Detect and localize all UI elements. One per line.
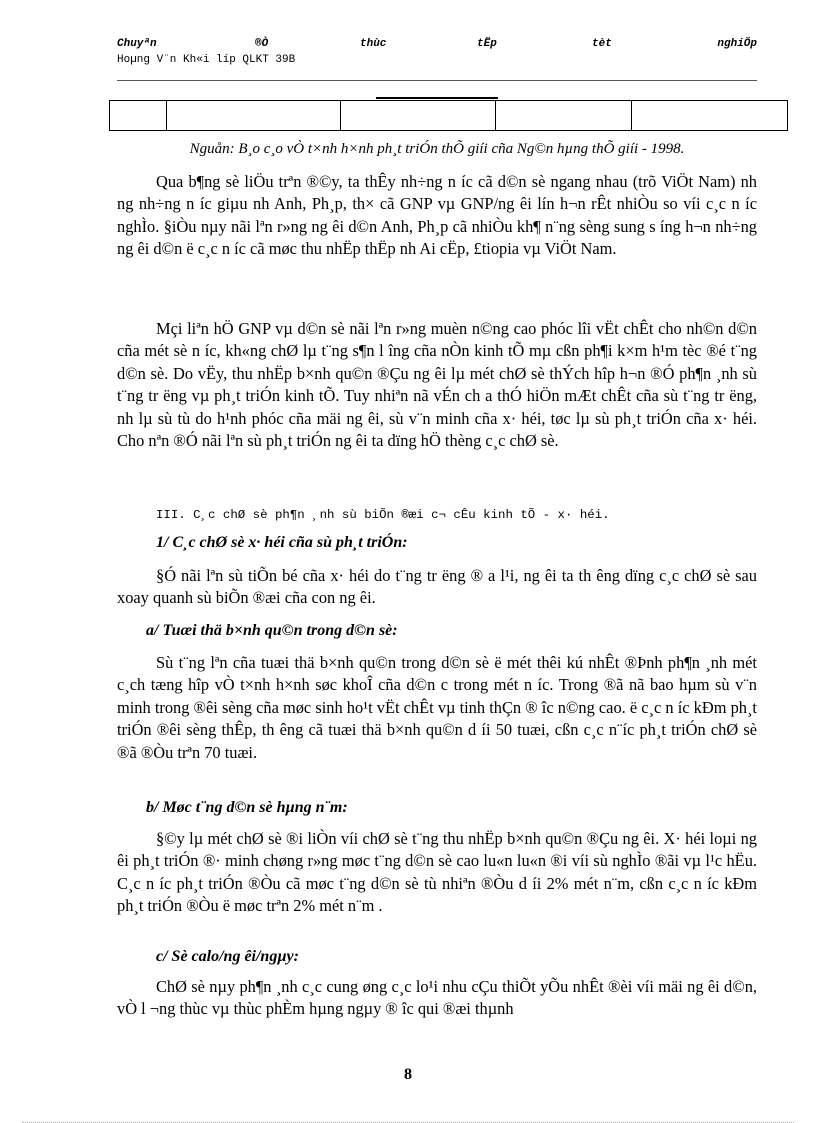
table-fragment bbox=[109, 100, 788, 131]
table-cell bbox=[496, 101, 631, 131]
item-heading-a: a/ Tuæi thä b×nh qu©n trong d©n sè: bbox=[146, 622, 398, 639]
table-cell bbox=[340, 101, 495, 131]
body-paragraph: Mçi liªn hÖ GNP vµ d©n sè nãi lªn r»ng muèn n©ng cao phóc lîi vËt chÊt cho nh©n d©n cña mét sè n íc, kh«ng chØ lµ t¨ng s¶n l îng cña nÒn kinh tÕ mµ cßn ph¶i k×m h¹m tèc ®é t¨ng d©n sè. Do vËy, thu nhËp b×nh qu©n ®Çu ng êi lµ mét chØ sè thÝch hîp h¬n ®Ó ph¶n ¸nh sù t¨ng tr ëng vµ ph¸t triÓn kinh tÕ. Tuy nhiªn nã vÉn ch a thÓ hiÖn mÆt chÊt cña sù t¨ng tr ëng, nh lµ sù tù do h¹nh phóc cña mäi ng êi, sù v¨n minh cña x· héi, tøc lµ sù ph¸t triÓn cña x· héi. Cho nªn ®Ó nãi lªn sù ph¸t triÓn ng êi ta dïng hÖ thèng c¸c chØ sè. bbox=[117, 319, 757, 451]
body-paragraph: ChØ sè nµy ph¶n ¸nh c¸c cung øng c¸c lo¹i nhu cÇu thiÕt yÕu nhÊt ®èi víi mäi ng êi d©n, vÒ l ¬ng thùc vµ thùc phÈm hµng ngµy ® îc qui ®æi thµnh bbox=[117, 977, 757, 1019]
header-divider bbox=[117, 80, 757, 81]
header-word: nghiÖp bbox=[717, 38, 757, 50]
subsection-heading: 1/ C¸c chØ sè x· héi cña sù ph¸t triÓn: bbox=[156, 534, 408, 551]
body-paragraph: §©y lµ mét chØ sè ®i liÒn víi chØ sè t¨ng thu nhËp b×nh qu©n ®Çu ng êi. X· héi loµi ng êi ph¸t triÓn ®· minh chøng r»ng møc t¨ng d©n sè cao lu«n lu«n ®i víi sù nghÌo ®ãi vµ l¹c hËu. C¸c n íc ph¸t triÓn ®Òu cã møc t¨ng d©n sè tù nhiªn ®Òu d íi 2% mét n¨m, cßn c¸c n íc kÐm ph¸t triÓn ®Òu ë møc trªn 2% mét n¨m . bbox=[117, 829, 757, 916]
table-source-note: Nguån: B¸o c¸o vÒ t×nh h×nh ph¸t triÓn thÕ giíi cña Ng©n hµng thÕ giíi - 1998. bbox=[189, 141, 685, 157]
section-heading: III. C¸c chØ sè ph¶n ¸nh sù biÕn ®æi c¬ cÊu kinh tÕ - x· héi. bbox=[156, 508, 610, 522]
table-top-rule bbox=[376, 97, 498, 99]
table-cell bbox=[631, 101, 787, 131]
header-word: tèt bbox=[592, 38, 612, 50]
running-header-title bbox=[117, 38, 757, 52]
body-paragraph: §Ó nãi lªn sù tiÕn bé cña x· héi do t¨ng tr ëng ® a l¹i, ng êi ta th êng dïng c¸c chØ sè sau xoay quanh sù biÕn ®æi cña con ng êi. bbox=[117, 566, 757, 608]
header-word: tËp bbox=[477, 38, 497, 50]
header-word: thùc bbox=[360, 38, 387, 50]
table-cell bbox=[110, 101, 167, 131]
table-row bbox=[110, 101, 788, 131]
body-paragraph: Sù t¨ng lªn cña tuæi thä b×nh qu©n trong d©n sè ë mét thêi kú nhÊt ®Þnh ph¶n ¸nh mét c¸ch tæng hîp vÒ t×nh h×nh søc khoÎ cña d©n c trong mét n íc. Trong ®ã nã bao hµm sù v¨n minh trong ®êi sèng cña møc sinh ho¹t vËt chÊt vµ tinh thÇn ® îc n©ng cao. ë c¸c n íc kÐm ph¸t triÓn ®êi sèng thÊp, th êng cã tuæi thä b×nh qu©n d íi 50 tuæi, cßn c¸c n¨íc ph¸t triÓn chØ sè ®ã ®Òu trªn 70 tuæi. bbox=[117, 653, 757, 762]
header-word: Chuyªn bbox=[117, 38, 157, 50]
item-heading-b: b/ Møc t¨ng d©n sè hµng n¨m: bbox=[146, 799, 348, 816]
running-header-author: Hoµng V¨n Kh«i líp QLKT 39B bbox=[117, 54, 296, 66]
page-number: 8 bbox=[404, 1066, 412, 1083]
table-cell bbox=[166, 101, 340, 131]
body-paragraph: Qua b¶ng sè liÖu trªn ®©y, ta thÊy nh÷ng n íc cã d©n sè ngang nhau (trõ ViÖt Nam) nh ng nh÷ng n íc giµu nh Anh, Ph¸p, th× cã GNP vµ GNP/ng êi lín h¬n rÊt nhiÒu so víi c¸c n íc nghÌo. §iÒu nµy nãi lªn r»ng ng êi d©n Anh, Ph¸p cã nhiÒu kh¶ n¨ng sèng sung s íng h¬n nh÷ng ng êi d©n ë c¸c n íc cã møc thu nhËp thËp nh Ai cËp, £tiopia vµ ViÖt Nam. bbox=[117, 172, 757, 259]
header-word: ®Ò bbox=[255, 38, 269, 50]
item-heading-c: c/ Sè calo/ng êi/ngµy: bbox=[156, 948, 299, 965]
